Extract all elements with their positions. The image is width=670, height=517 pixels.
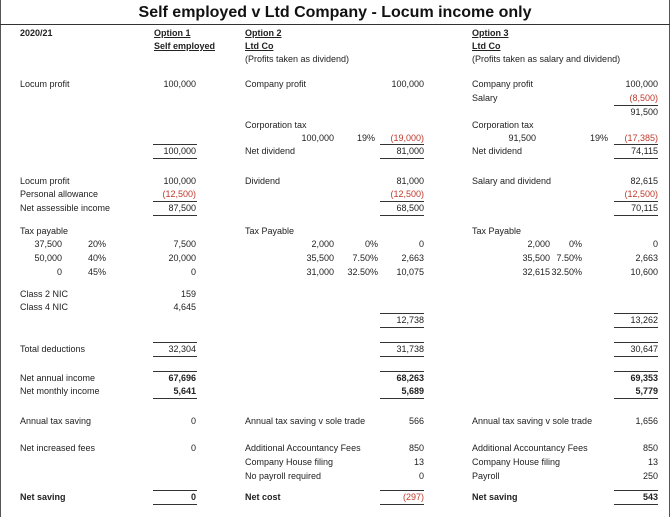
value: 566 [408,416,424,426]
rule [153,371,197,372]
band-tax: 0 [418,239,424,249]
label: Company profit [245,79,307,89]
label: Salary and dividend [472,176,552,186]
value: 69,353 [630,373,658,383]
rule [380,490,424,491]
option3-note: (Profits taken as salary and dividend) [472,54,621,64]
rule [380,342,424,343]
rule [614,313,658,314]
value: 70,115 [631,203,658,213]
value: 159 [180,289,196,299]
value: 100,000 [163,146,196,156]
option2-heading: Option 2 [245,28,282,38]
value: (19,000) [390,133,424,143]
band-amount: 2,000 [311,239,334,249]
rule [614,158,658,159]
value: 81,000 [396,176,424,186]
label: Net dividend [245,146,296,156]
rule [614,105,658,106]
label: Tax payable [20,226,69,236]
band-amount: 0 [56,267,62,277]
value: 74,115 [631,146,658,156]
value: 100,000 [625,79,658,89]
value: 0 [418,471,424,481]
label: Tax Payable [472,226,522,236]
value: 5,689 [401,386,424,396]
option2-subheading: Ltd Co [245,41,274,51]
band-amount: 35,500 [522,253,550,263]
value: (17,385) [624,133,658,143]
value: 5,641 [173,386,196,396]
value: (8,500) [629,93,658,103]
band-rate: 40% [87,253,106,263]
band-rate: 20% [87,239,106,249]
option1-subheading: Self employed [154,41,216,51]
value: 0 [190,416,196,426]
label: Net annual income [20,373,96,383]
rule [153,490,197,491]
value: 543 [642,492,658,502]
band-rate: 32.50% [347,267,378,277]
band-rate: 45% [87,267,106,277]
rule [614,215,658,216]
value: 30,647 [630,344,658,354]
rule [380,356,424,357]
rule [614,504,658,505]
rule [153,342,197,343]
rule [614,327,658,328]
rule [153,158,197,159]
label: Tax Payable [245,226,295,236]
band-amount: 35,500 [306,253,334,263]
value: 0 [190,443,196,453]
value: 250 [642,471,658,481]
tax-year: 2020/21 [20,28,53,38]
rule [614,144,658,145]
band-amount: 2,000 [527,239,550,249]
option3-heading: Option 3 [472,28,509,38]
label: Locum profit [20,79,70,89]
label: Class 4 NIC [20,302,69,312]
label: Additional Accountancy Fees [472,443,588,453]
value: 4,645 [173,302,196,312]
label: Annual tax saving v sole trade [472,416,593,426]
value: 100,000 [163,176,196,186]
rule [614,490,658,491]
label: Additional Accountancy Fees [245,443,361,453]
band-rate: 7.50% [556,253,582,263]
label: Net monthly income [20,386,100,396]
rule [380,504,424,505]
rule [380,144,424,145]
rule [380,201,424,202]
value: 31,738 [396,344,424,354]
label: Salary [472,93,498,103]
page-title: Self employed v Ltd Company - Locum income only [138,4,532,21]
value: 0 [190,492,196,502]
value: (12,500) [390,189,424,199]
label: No payroll required [245,471,322,481]
band-tax: 0 [190,267,196,277]
label: Net assessible income [20,203,111,213]
rate: 19% [356,133,375,143]
value: 81,000 [396,146,424,156]
band-amount: 37,500 [34,239,62,249]
rate: 19% [589,133,608,143]
label: Net dividend [472,146,523,156]
rule [153,356,197,357]
divider [0,0,1,517]
label: Net increased fees [20,443,96,453]
label: Company House filing [245,457,334,467]
value: (297) [402,492,424,502]
value: 32,304 [168,344,196,354]
value: 850 [408,443,424,453]
rule [153,398,197,399]
rule [614,356,658,357]
value: 5,779 [635,386,658,396]
value: 67,696 [168,373,196,383]
value: 87,500 [168,203,196,213]
band-tax: 2,663 [401,253,424,263]
rule [153,504,197,505]
value: 68,263 [396,373,424,383]
rule [380,313,424,314]
label: Payroll [472,471,500,481]
band-amount: 31,000 [306,267,334,277]
rule [614,371,658,372]
label: Annual tax saving v sole trade [245,416,366,426]
option3-subheading: Ltd Co [472,41,501,51]
label: Net saving [472,492,518,502]
label: Locum profit [20,176,70,186]
value: 68,500 [396,203,424,213]
value: 13 [647,457,658,467]
value: 91,500 [508,133,536,143]
label: Company profit [472,79,534,89]
label: Net cost [245,492,281,502]
label: Net saving [20,492,66,502]
rule [380,215,424,216]
rule [153,201,197,202]
label: Corporation tax [245,120,307,130]
value: 850 [642,443,658,453]
value: 100,000 [301,133,334,143]
band-rate: 32.50% [551,267,582,277]
value: 100,000 [163,79,196,89]
label: Annual tax saving [20,416,92,426]
label: Total deductions [20,344,86,354]
option1-heading: Option 1 [154,28,191,38]
band-tax: 0 [652,239,658,249]
rule [380,327,424,328]
rule [153,144,197,145]
option2-note: (Profits taken as dividend) [245,54,350,64]
band-rate: 0% [364,239,378,249]
label: Class 2 NIC [20,289,69,299]
value: 91,500 [630,107,658,117]
band-amount: 32,615 [522,267,550,277]
band-tax: 10,600 [630,267,658,277]
header-divider [0,24,670,25]
value: 13 [413,457,424,467]
label: Corporation tax [472,120,534,130]
band-rate: 0% [568,239,582,249]
rule [380,398,424,399]
label: Company House filing [472,457,561,467]
label: Dividend [245,176,281,186]
value: 12,738 [396,315,424,325]
value: 100,000 [391,79,424,89]
rule [380,158,424,159]
value: 13,262 [630,315,658,325]
band-rate: 7.50% [352,253,378,263]
band-tax: 10,075 [396,267,424,277]
band-tax: 20,000 [168,253,196,263]
band-tax: 2,663 [635,253,658,263]
rule [614,201,658,202]
rule [614,342,658,343]
value: (12,500) [162,189,196,199]
rule [153,215,197,216]
value: (12,500) [624,189,658,199]
label: Personal allowance [20,189,99,199]
rule [380,371,424,372]
band-amount: 50,000 [34,253,62,263]
value: 1,656 [635,416,658,426]
value: 82,615 [630,176,658,186]
band-tax: 7,500 [173,239,196,249]
rule [614,398,658,399]
